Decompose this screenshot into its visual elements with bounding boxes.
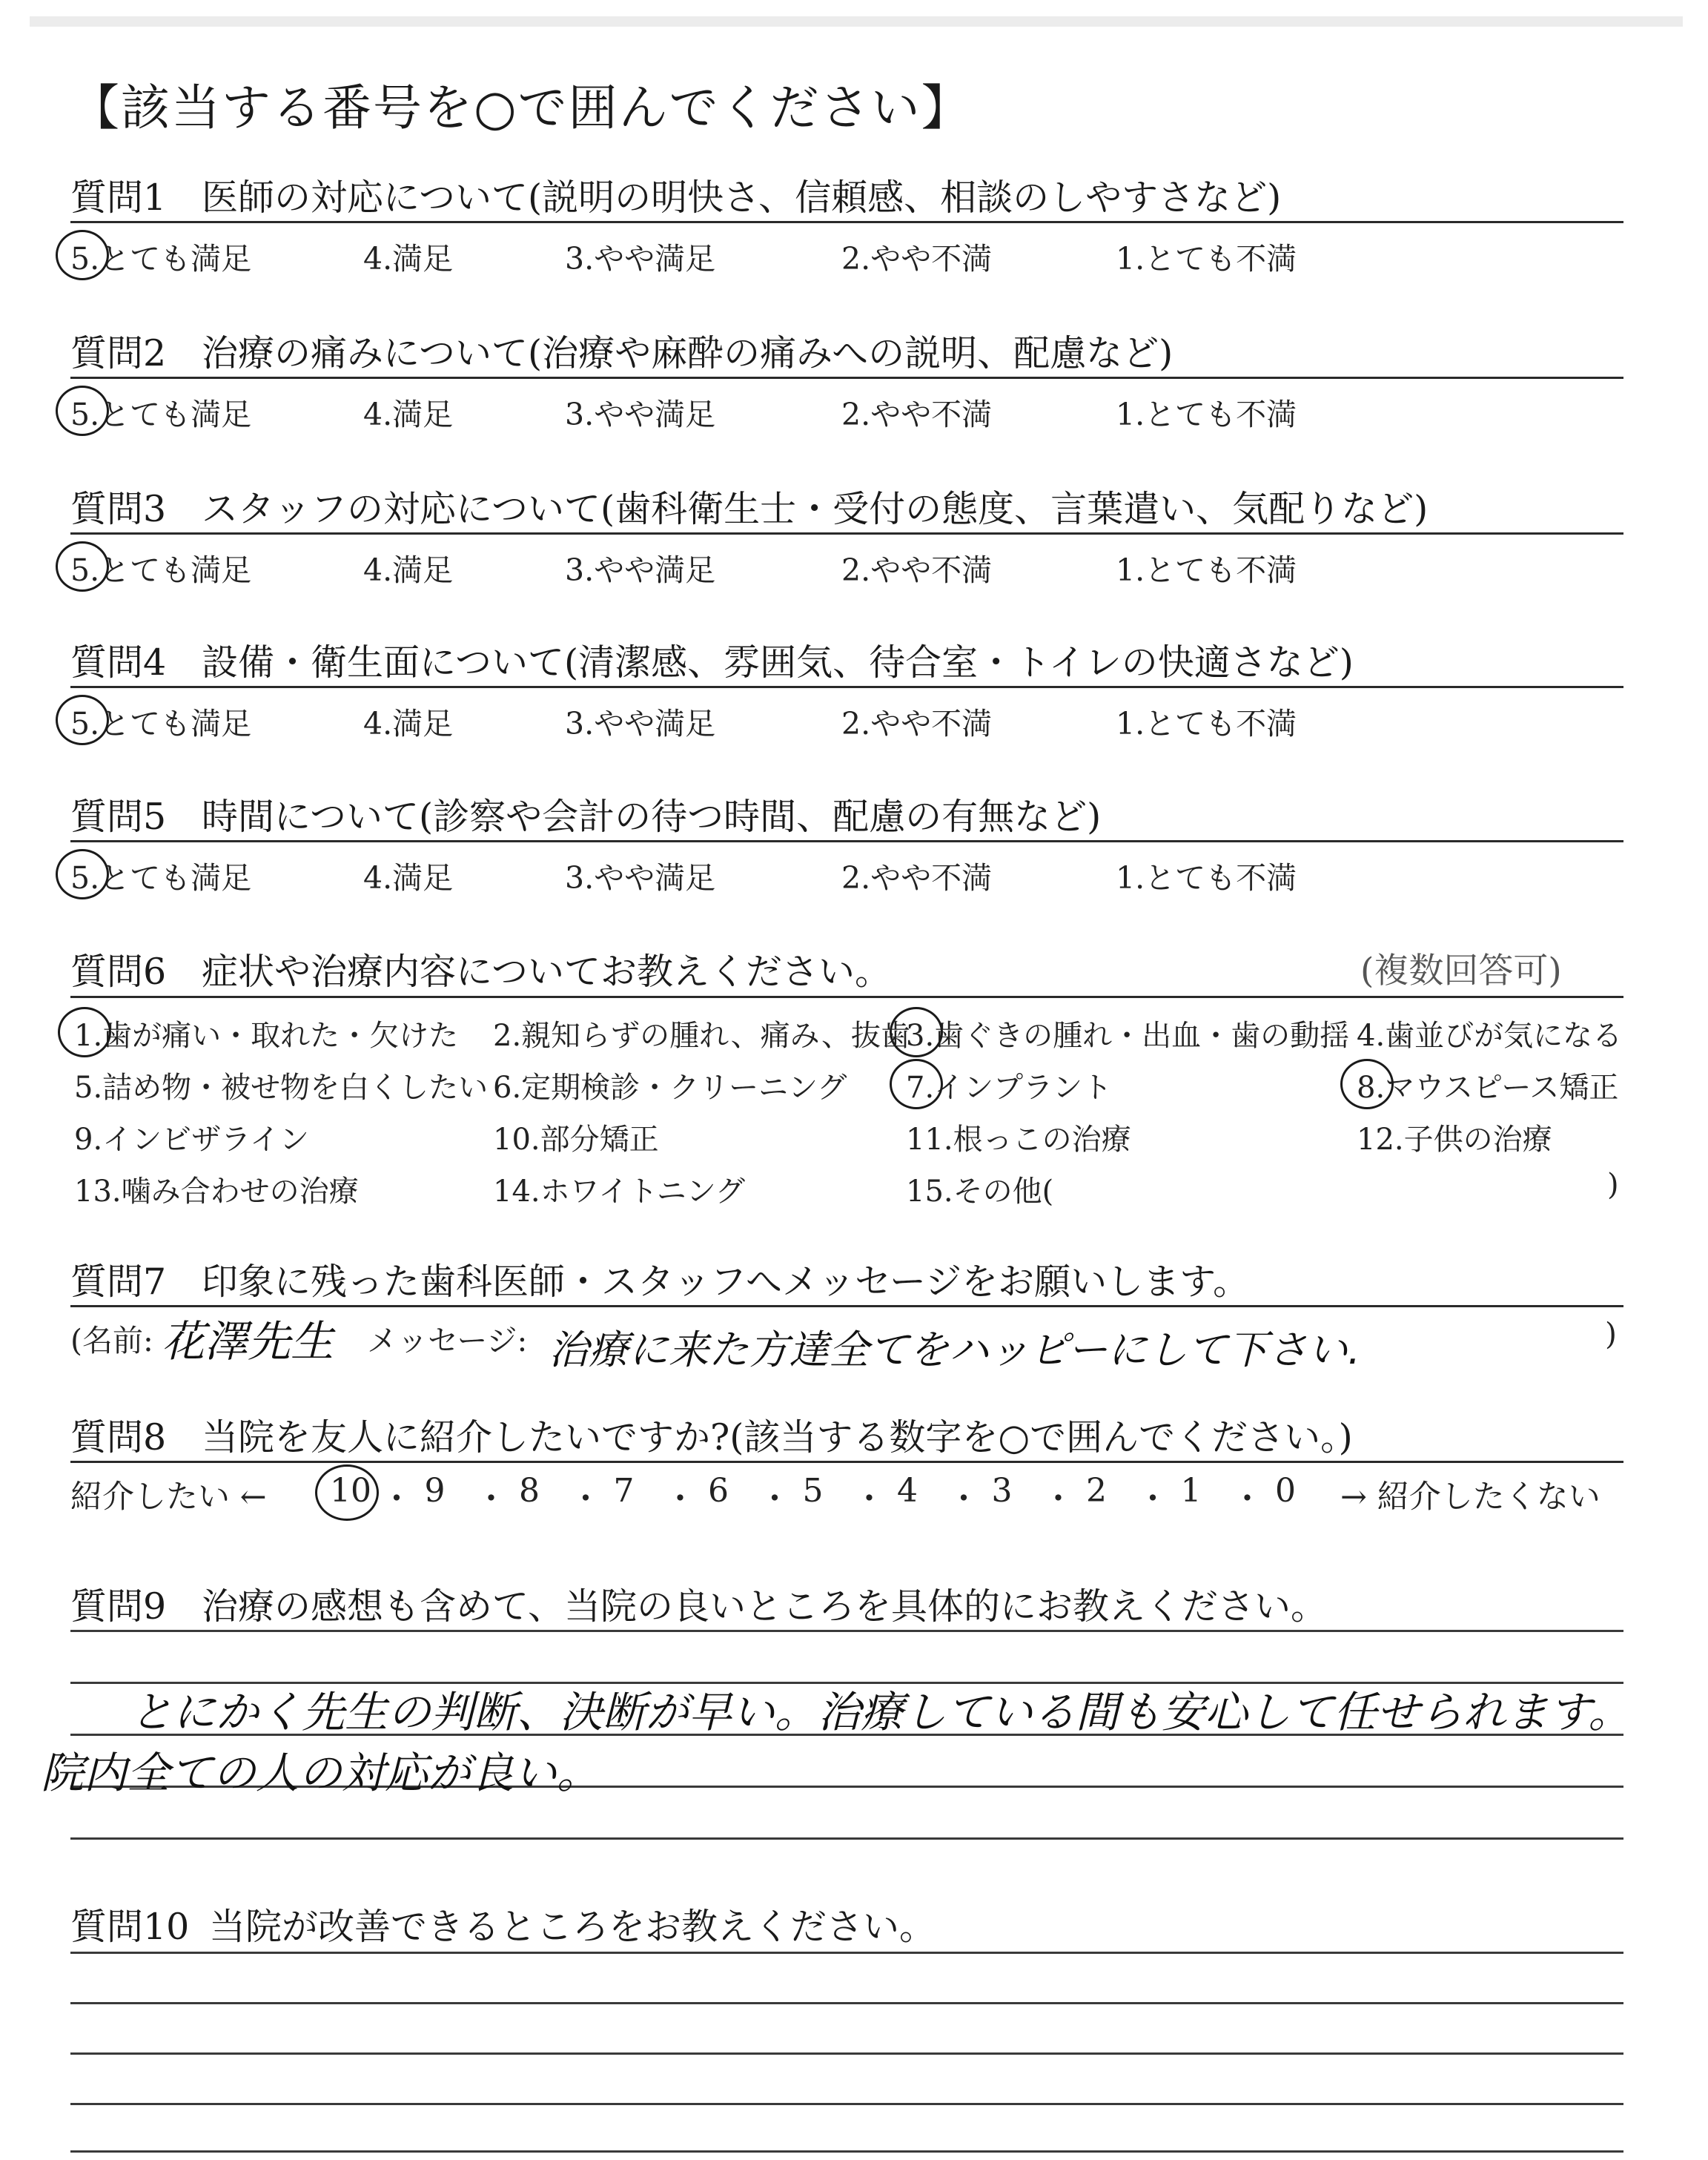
q3-option-2[interactable]: 2.やや不満 (841, 552, 993, 588)
q6-option-5[interactable]: 5.詰め物・被せ物を白くしたい (74, 1071, 489, 1105)
q8-scale-5[interactable]: 5 (802, 1472, 824, 1510)
q4-option-5[interactable]: 5.とても満足 (70, 706, 252, 742)
q9-writing-line (70, 1837, 1623, 1840)
q10-label: 質問10 (70, 1906, 190, 1948)
q5-option-1[interactable]: 1.とても不満 (1116, 860, 1297, 896)
q4-text: 設備・衛生面について(清潔感、雰囲気、待合室・トイレの快適さなど) (202, 641, 1354, 684)
q5-option-5[interactable]: 5.とても満足 (70, 860, 252, 896)
q10-writing-line (70, 1952, 1623, 1954)
q3-option-3[interactable]: 3.やや満足 (565, 552, 716, 588)
q7-message-label: メッセージ: (367, 1323, 528, 1358)
q6-option-10[interactable]: 10.部分矯正 (493, 1123, 659, 1157)
q2-selection-circle (56, 386, 109, 436)
q4-option-3[interactable]: 3.やや満足 (565, 706, 716, 742)
q6-option-13[interactable]: 13.噛み合わせの治療 (74, 1175, 359, 1209)
q10-writing-line (70, 2103, 1623, 2105)
q2-rule (70, 377, 1623, 379)
q8-scale-3[interactable]: 3 (991, 1472, 1013, 1510)
q9-answer-line-1: とにかく先生の判断、決断が早い。治療している間も安心して任せられます。 (130, 1687, 1632, 1737)
q8-scale-7[interactable]: 7 (613, 1472, 635, 1510)
q8-scale-2[interactable]: 2 (1086, 1472, 1107, 1510)
q6-note: (複数回答可) (1360, 951, 1562, 991)
q1-option-1[interactable]: 1.とても不満 (1116, 241, 1297, 277)
q6-option-8[interactable]: 8.マウスピース矯正 (1357, 1071, 1619, 1105)
q5-option-3[interactable]: 3.やや満足 (565, 860, 716, 896)
q3-rule (70, 532, 1623, 535)
q1-option-4[interactable]: 4.満足 (363, 241, 454, 277)
q8-scale-separator: ・ (380, 1480, 413, 1518)
q1-option-2[interactable]: 2.やや不満 (841, 241, 993, 277)
q6-option-2[interactable]: 2.親知らずの腫れ、痛み、抜歯 (493, 1019, 910, 1053)
q8-scale-separator: ・ (663, 1480, 697, 1518)
q8-label: 質問8 (70, 1416, 167, 1459)
q6-option-1[interactable]: 1.歯が痛い・取れた・欠けた (74, 1019, 459, 1053)
q3-text: スタッフの対応について(歯科衛生士・受付の態度、言葉遣い、気配りなど) (202, 488, 1429, 530)
q10-text: 当院が改善できるところをお教えください。 (209, 1906, 936, 1948)
q6-option-9[interactable]: 9.インビザライン (74, 1123, 309, 1157)
q9-answer-line-2: 院内全ての人の対応が良い。 (41, 1748, 600, 1798)
q4-selection-circle (56, 695, 109, 745)
q6-selection-circle (890, 1059, 943, 1109)
q10-writing-line (70, 2150, 1623, 2153)
q4-rule (70, 686, 1623, 688)
q8-scale-0[interactable]: 0 (1275, 1472, 1296, 1510)
q4-option-1[interactable]: 1.とても不満 (1116, 706, 1297, 742)
q1-selection-circle (56, 230, 109, 280)
q2-option-5[interactable]: 5.とても満足 (70, 397, 252, 432)
q2-option-2[interactable]: 2.やや不満 (841, 397, 993, 432)
q6-other-close-paren: ) (1607, 1168, 1619, 1202)
q10-writing-line (70, 2002, 1623, 2004)
q8-scale-1[interactable]: 1 (1180, 1472, 1202, 1510)
q8-scale-separator: ・ (474, 1480, 508, 1518)
q7-name-label: (名前: (70, 1323, 153, 1358)
q3-option-1[interactable]: 1.とても不満 (1116, 552, 1297, 588)
q3-option-5[interactable]: 5.とても満足 (70, 552, 252, 588)
q7-message-handwriting: 治療に来た方達全てをハッピーにして下さい. (549, 1327, 1361, 1373)
q1-rule (70, 221, 1623, 223)
q5-rule (70, 840, 1623, 842)
q8-scale-9[interactable]: 9 (424, 1472, 446, 1510)
q8-scale-separator: ・ (947, 1480, 980, 1518)
q1-option-5[interactable]: 5.とても満足 (70, 241, 252, 277)
q6-option-14[interactable]: 14.ホワイトニング (493, 1175, 746, 1209)
q8-scale-6[interactable]: 6 (708, 1472, 729, 1510)
q8-selection-circle (315, 1464, 379, 1521)
form-title: 【該当する番号を○で囲んでください】 (70, 79, 972, 136)
q8-scale-separator: ・ (1231, 1480, 1264, 1518)
q2-label: 質問2 (70, 332, 167, 374)
q6-text: 症状や治療内容についてお教えください。 (202, 951, 892, 993)
q3-label: 質問3 (70, 488, 167, 530)
q9-text: 治療の感想も含めて、当院の良いところを具体的にお教えください。 (202, 1585, 1328, 1628)
q6-option-3[interactable]: 3.歯ぐきの腫れ・出血・歯の動揺 (906, 1019, 1350, 1053)
q9-writing-line (70, 1630, 1623, 1632)
q8-scale-separator: ・ (1042, 1480, 1075, 1518)
q1-option-3[interactable]: 3.やや満足 (565, 241, 716, 277)
q6-selection-circle (58, 1007, 111, 1057)
q9-label: 質問9 (70, 1585, 167, 1628)
q4-option-4[interactable]: 4.満足 (363, 706, 454, 742)
q6-option-4[interactable]: 4.歯並びが気になる (1357, 1019, 1623, 1053)
q6-option-11[interactable]: 11.根っこの治療 (906, 1123, 1131, 1157)
q6-label: 質問6 (70, 951, 167, 993)
scan-edge (30, 16, 1683, 27)
q5-text: 時間について(診察や会計の待つ時間、配慮の有無など) (202, 796, 1102, 838)
q6-selection-circle (890, 1007, 943, 1057)
q4-label: 質問4 (70, 641, 167, 684)
q1-label: 質問1 (70, 176, 167, 219)
q8-scale-4[interactable]: 4 (897, 1472, 918, 1510)
q8-scale-10[interactable]: 10 (330, 1472, 371, 1510)
q8-scale-8[interactable]: 8 (519, 1472, 540, 1510)
q1-text: 医師の対応について(説明の明快さ、信頼感、相談のしやすさなど) (202, 176, 1282, 219)
q6-option-12[interactable]: 12.子供の治療 (1357, 1123, 1552, 1157)
q8-scale-separator: ・ (569, 1480, 602, 1518)
q5-label: 質問5 (70, 796, 167, 838)
q8-scale-separator: ・ (1136, 1480, 1169, 1518)
q7-name-handwriting: 花澤先生 (162, 1316, 334, 1367)
q8-rule (70, 1461, 1623, 1463)
q7-label: 質問7 (70, 1261, 167, 1303)
q2-option-4[interactable]: 4.満足 (363, 397, 454, 432)
q6-option-6[interactable]: 6.定期検診・クリーニング (493, 1071, 847, 1105)
q6-rule (70, 996, 1623, 998)
q6-option-7[interactable]: 7.インプラント (906, 1071, 1113, 1105)
q10-writing-line (70, 2052, 1623, 2055)
q6-selection-circle (1340, 1059, 1394, 1109)
q8-right-label: → 紹介したくない (1340, 1479, 1601, 1516)
q7-close-paren: ) (1605, 1316, 1617, 1352)
q7-text: 印象に残った歯科医師・スタッフへメッセージをお願いします。 (202, 1261, 1250, 1303)
q2-option-1[interactable]: 1.とても不満 (1116, 397, 1297, 432)
q8-scale-separator: ・ (758, 1480, 791, 1518)
q5-option-2[interactable]: 2.やや不満 (841, 860, 993, 896)
q4-option-2[interactable]: 2.やや不満 (841, 706, 993, 742)
q8-left-label: 紹介したい ← (70, 1479, 267, 1516)
q2-option-3[interactable]: 3.やや満足 (565, 397, 716, 432)
q3-selection-circle (56, 541, 109, 592)
q5-option-4[interactable]: 4.満足 (363, 860, 454, 896)
q6-option-15[interactable]: 15.その他( (906, 1175, 1054, 1209)
q5-selection-circle (56, 849, 109, 899)
q8-text: 当院を友人に紹介したいですか?(該当する数字を○で囲んでください。) (202, 1416, 1353, 1459)
q2-text: 治療の痛みについて(治療や麻酔の痛みへの説明、配慮など) (202, 332, 1174, 374)
q8-scale-separator: ・ (853, 1480, 886, 1518)
q3-option-4[interactable]: 4.満足 (363, 552, 454, 588)
